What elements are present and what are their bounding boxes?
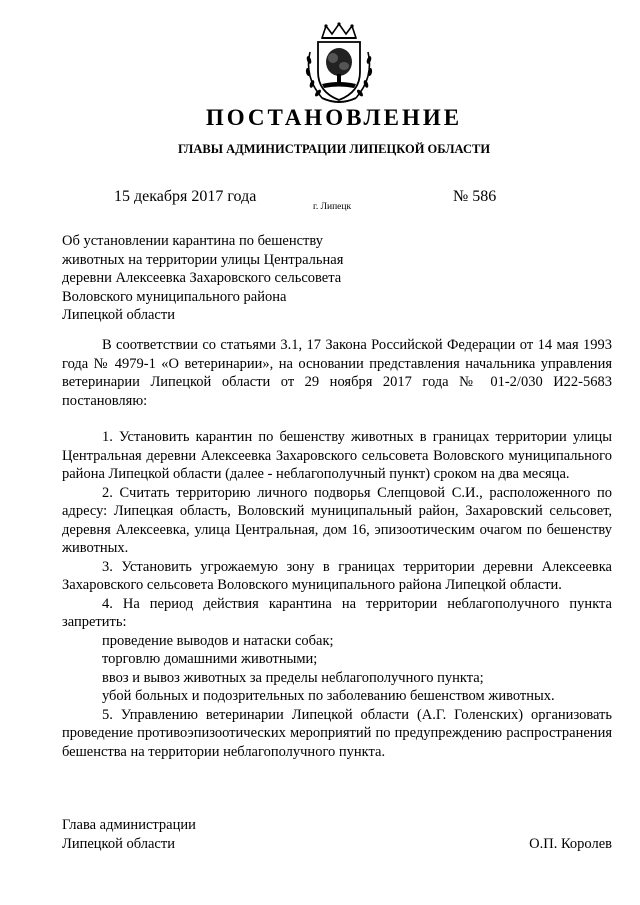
document-subject bbox=[62, 232, 392, 325]
prohibition-item: ввоз и вывоз животных за пределы неблагополучного пункта; bbox=[102, 669, 484, 686]
prohibition-item: убой больных и подозрительных по заболеванию бешенством животных. bbox=[102, 688, 555, 704]
subject-line: Липецкой области bbox=[62, 307, 175, 323]
signature-block bbox=[62, 816, 612, 853]
signer-position-line1: Глава администрации bbox=[62, 817, 196, 833]
clause-1: 1. Установить карантин по бешенству животных в границах территории улицы Центральная деревни Алексеевка Захаровского сельсовета Воловского муниципального района Липецкой области (далее - неблагополучный пункт) сроком на два месяца. bbox=[62, 429, 612, 482]
prohibition-item: торговлю домашними животными; bbox=[102, 651, 318, 667]
subject-line: Воловского муниципального района bbox=[62, 288, 287, 305]
preamble-paragraph: В соответствии со статьями 3.1, 17 Закона Российской Федерации от 14 мая 1993 года № 4979-1 «О ветеринарии», на основании представления начальника управления ветеринарии Липецкой области от 29 ноября 2017 года № 01-2/030 И22-5683 постановляю: bbox=[62, 337, 612, 409]
document-place: г. Липецк bbox=[313, 202, 352, 212]
signer-position-line2: Липецкой области bbox=[62, 835, 175, 852]
clause-4: 4. На период действия карантина на территории неблагополучного пункта запретить: bbox=[62, 595, 612, 630]
document-number: № 586 bbox=[453, 188, 497, 205]
signer-name: О.П. Королев bbox=[529, 835, 612, 852]
document-subtitle: ГЛАВЫ АДМИНИСТРАЦИИ ЛИПЕЦКОЙ ОБЛАСТИ bbox=[177, 142, 491, 156]
clause-5: 5. Управлению ветеринарии Липецкой области (А.Г. Голенских) организовать проведение противоэпизоотических мероприятий по предупреждению распространения бешенства на территории неблагополучного пункта. bbox=[62, 706, 612, 760]
coat-of-arms-icon bbox=[302, 22, 376, 106]
subject-line: деревни Алексеевка Захаровского сельсовета bbox=[62, 270, 342, 286]
clause-2: 2. Считать территорию личного подворья Слепцовой С.И., расположенного по адресу: Липецкая область, Воловский муниципальный район, Захаровский сельсовет, деревня Алексеевка, улица Центральная, дом 16, эпизоотическим очагом по бешенству животных. bbox=[62, 484, 612, 556]
prohibition-item: проведение выводов и натаски собак; bbox=[102, 632, 334, 649]
subject-line: Об установлении карантина по бешенству bbox=[62, 233, 323, 249]
clause-3: 3. Установить угрожаемую зону в границах территории деревни Алексеевка Захаровского сельсовета Воловского муниципального района Липецкой области. bbox=[62, 558, 612, 593]
document-body bbox=[62, 336, 612, 761]
document-title: ПОСТАНОВЛЕНИЕ bbox=[205, 105, 463, 130]
document-date: 15 декабря 2017 года bbox=[114, 188, 257, 205]
subject-line: животных на территории улицы Центральная bbox=[62, 251, 344, 268]
